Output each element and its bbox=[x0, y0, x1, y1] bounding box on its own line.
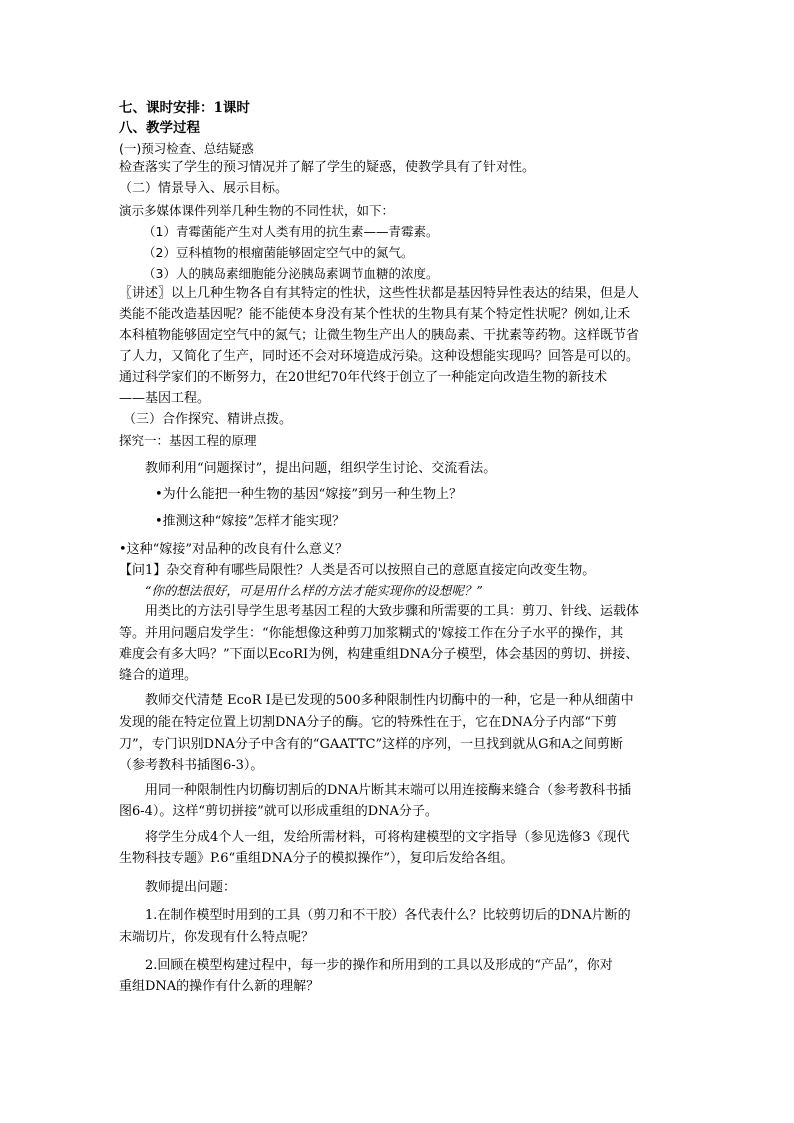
text-line: 用类比的方法引导学生思考基因工程的大致步骤和所需要的工具：剪刀、针线、运载体 bbox=[145, 604, 640, 619]
text-line: 生物科技专题》P.6“重组DNA分子的模拟操作”），复印后发给各组。 bbox=[119, 851, 514, 866]
bullet-item: •推测这种“嫁接”怎样才能实现？ bbox=[155, 514, 345, 529]
text-line: 刀”，专门识别DNA分子中含有的“GAATTC”这样的序列，一旦找到就从G和A之间剪断 bbox=[119, 737, 623, 752]
section-heading-schedule: 七、课时安排：1课时 bbox=[119, 100, 250, 116]
text-line: 图6-4）。这样“剪切拼接”就可以形成重组的DNA分子。 bbox=[119, 804, 438, 819]
list-item: （2）豆科植物的根瘤菌能够固定空气中的氮气。 bbox=[143, 245, 414, 260]
text-line: 教师提出问题： bbox=[145, 880, 237, 895]
text-line: 发现的能在特定位置上切割DNA分子的酶。它的特殊性在于，它在DNA分子内部“下剪 bbox=[119, 715, 618, 730]
section-heading-process: 八、教学过程 bbox=[119, 120, 200, 136]
text-line: 了人力，又简化了生产，同时还不会对环境造成污染。这种设想能实现吗？回答是可以的。 bbox=[119, 349, 640, 364]
bullet-item: •这种“嫁接”对品种的改良有什么意义？ bbox=[119, 542, 348, 557]
text-line: 末端切片，你发现有什么特点呢？ bbox=[119, 930, 315, 945]
text-line: 重组DNA的操作有什么新的理解？ bbox=[119, 979, 320, 994]
text-line: 演示多媒体课件列举几种生物的不同性状，如下： bbox=[119, 203, 395, 218]
subheading-principle: 探究一：基因工程的原理 bbox=[119, 433, 257, 448]
text-line: 〖讲述〗以上几种生物各自有其特定的性状，这些性状都是基因特异性表达的结果，但是人 bbox=[119, 286, 640, 301]
text-line: ——基因工程。 bbox=[119, 391, 211, 406]
list-item: （3）人的胰岛素细胞能分泌胰岛素调节血糖的浓度。 bbox=[143, 266, 439, 281]
text-line: 通过科学家们的不断努力，在20世纪70年代终于创立了一种能定向改造生物的新技术 bbox=[119, 370, 608, 385]
text-line: （参考教科书插图6-3）。 bbox=[119, 758, 264, 773]
text-line: 检查落实了学生的预习情况并了解了学生的疑惑，使教学具有了针对性。 bbox=[119, 160, 536, 175]
subheading-intro: （二）情景导入、展示目标。 bbox=[119, 181, 289, 196]
text-line: 将学生分成4个人一组，发给所需材料，可将构建模型的文字指导（参见选修3《现代 bbox=[145, 830, 630, 845]
text-line: 教师交代清楚 EcoR I是已发现的500多种限制性内切酶中的一种，它是一种从细菌中 bbox=[145, 693, 634, 708]
quote-line: “你的想法很好，可是用什么样的方法才能实现你的设想呢？” bbox=[145, 583, 483, 598]
text-line: 本科植物能够固定空气中的氮气；让微生物生产出人的胰岛素、干扰素等药物。这样既节省 bbox=[119, 328, 640, 343]
text-line: 等。并用问题启发学生：“你能想像这种剪刀加浆糊式的'嫁接工作在分子水平的操作，其 bbox=[119, 626, 624, 641]
numbered-question: 2.回顾在模型构建过程中，每一步的操作和所用到的工具以及形成的“产品”，你对 bbox=[145, 958, 613, 973]
list-item: （1）青霉菌能产生对人类有用的抗生素——青霉素。 bbox=[143, 224, 439, 239]
numbered-question: 1.在制作模型时用到的工具（剪刀和不干胶）各代表什么？比较剪切后的DNA片断的 bbox=[145, 908, 631, 923]
subheading-explore: （三）合作探究、精讲点拨。 bbox=[123, 412, 293, 427]
question-line: 【问1】杂交育种有哪些局限性？人类是否可以按照自己的意愿直接定向改变生物。 bbox=[119, 563, 596, 578]
bullet-item: •为什么能把一种生物的基因“嫁接”到另一种生物上？ bbox=[155, 487, 462, 502]
text-line: 类能不能改造基因呢？能不能使本身没有某个性状的生物具有某个特定性状呢？例如,让禾 bbox=[119, 307, 631, 322]
subheading-preview: (一)预习检查、总结疑惑 bbox=[119, 141, 254, 156]
text-line: 难度会有多大吗？”下面以EcoRI为例，构建重组DNA分子模型，体会基因的剪切、拼接、 bbox=[119, 647, 639, 662]
text-line: 教师利用“问题探讨”，提出问题，组织学生讨论、交流看法。 bbox=[145, 461, 497, 476]
text-line: 用同一种限制性内切酶切割后的DNA片断其末端可以用连接酶来缝合（参考教科书插 bbox=[145, 783, 632, 798]
text-line: 缝合的道理。 bbox=[119, 668, 198, 683]
